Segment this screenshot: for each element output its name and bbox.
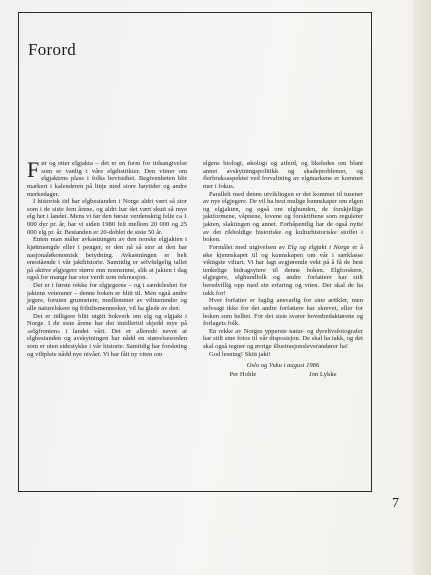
left-column [27, 157, 187, 358]
paragraph-1-text: ør og etter elgjakta – det er en form for tidsangivelse som er vanlig i våre elgdistrikter. Den vitner om elgjaktens plass i folks bevissthet. Begivenheten blir markert i kalenderen på linje med store høytider og andre merkedager. [27, 160, 187, 198]
paragraph-6: elgens biologi, økologi og atferd, og likeledes om blant annet avskytningspolitikk og skadeproblemer, og flerbruksaspektet ved forvaltning av elgmarkene er kommet mer i fokus. [203, 160, 363, 190]
paragraph-3: Enten man måler avkastningen av den norske elgjakten i kjøttmengde eller i penger, er den nå så stor at den har nasjonaløkonomisk betydning. Avkastningen er helt enestående i vår jakthistorie. Samtidig er selvfølgelig tallet på aktive elgjegere større enn noensinne, slik at jakten i dag også for mange har stor verdi som rekreasjon. [27, 236, 187, 282]
paragraph-4: Det er i første rekke for elgjegerne – og i særdeleshet for jaktens veteraner – denne boken er blitt til. Men også andre jegere, foruten grunneiere, medlemmer av viltnemnder og alle naturelskere og friluftsmennesker, vil ha glede av den. [27, 282, 187, 312]
paragraph-2: I historisk tid har elgbestanden i Norge aldri vært så stor som i de siste fem årene, og aldri har det vært skutt så mye elg her i landet. Mens vi før den første verdenskrig felte ca 1 000 dyr pr. år, har vi siden 1980 felt mellom 20 000 og 25 000 elg pr. år. Bestanden er 20-doblet de siste 50 år. [27, 198, 187, 236]
signatures [203, 371, 363, 379]
closing-line: God lesning! Skitt jakt! [209, 350, 271, 358]
drop-cap: F [27, 157, 40, 182]
right-column [203, 160, 363, 379]
place-date: Oslo og Vuku i august 1986 [246, 362, 320, 370]
signer-2: Jon Lykke [308, 370, 337, 378]
book-title: Elg og elgjakt i Norge [287, 243, 350, 251]
page-edge [413, 0, 431, 575]
paragraph-8 [203, 244, 363, 297]
paragraph-7: Parallelt med denne utviklingen er det kommet til tusener av nye elgjegere. De vil ha best mulige kunnskaper om elgen og elgjakten, og også om elghunden, de forskjellige jaktformene, våpnene, lovene og forskriftene som regulerer jakten, slaktingen og annet. Forhåpentlig har de også nytte av det rikholdige historiske og kulturhistoriske stoffet i boken. [203, 190, 363, 244]
paragraph-9: Hver forfatter er faglig ansvarlig for sine artikler, men selvsagt ikke for det andre forfattere har skrevet, eller for boken som helhet. For det siste svarer hovedredaktørene og forlagets folk. [203, 297, 363, 328]
paragraph-1 [27, 157, 187, 198]
paragraph-10: En rekke av Norges ypperste natur- og dyrelivsfotografer har stilt sine fotos til vår disposisjon. De skal ha takk, og det skal også tegner og øvrige illustrasjonsleverandører ha! [203, 327, 363, 350]
page-number: 7 [392, 496, 399, 511]
page-title: Forord [28, 40, 77, 59]
paragraph-8-b: er å øke kjennskapet til og kunnskapen om vår i særklasse viktigste viltart. Vi har lagt avgjørende vekt på å få de best tenkelige bidragsytere til denne boken. Elgforskere, elgjegere, elghundfolk og andre forfattere har stilt beredvillig opp med sin erfaring og viten. Det skal de ha takk for! [203, 243, 363, 297]
signer-1: Per Hohle [229, 370, 257, 378]
paragraph-5: Det er tidligere blitt utgitt bokverk om elg og elgjakt i Norge. I de siste årene har det imidlertid skjedd mye på «elgfronten» i landet vårt. Det er allerede nevnt at elgbestanden og avskytningen har nådd en størrelsesorden som er uten sidestykke i vår historie. Samtidig har forskning og viltpleie nådd nye nivåer. Vi har fått ny viten om [27, 312, 187, 358]
paragraph-8-a: Formålet med utgivelsen av [209, 243, 288, 251]
